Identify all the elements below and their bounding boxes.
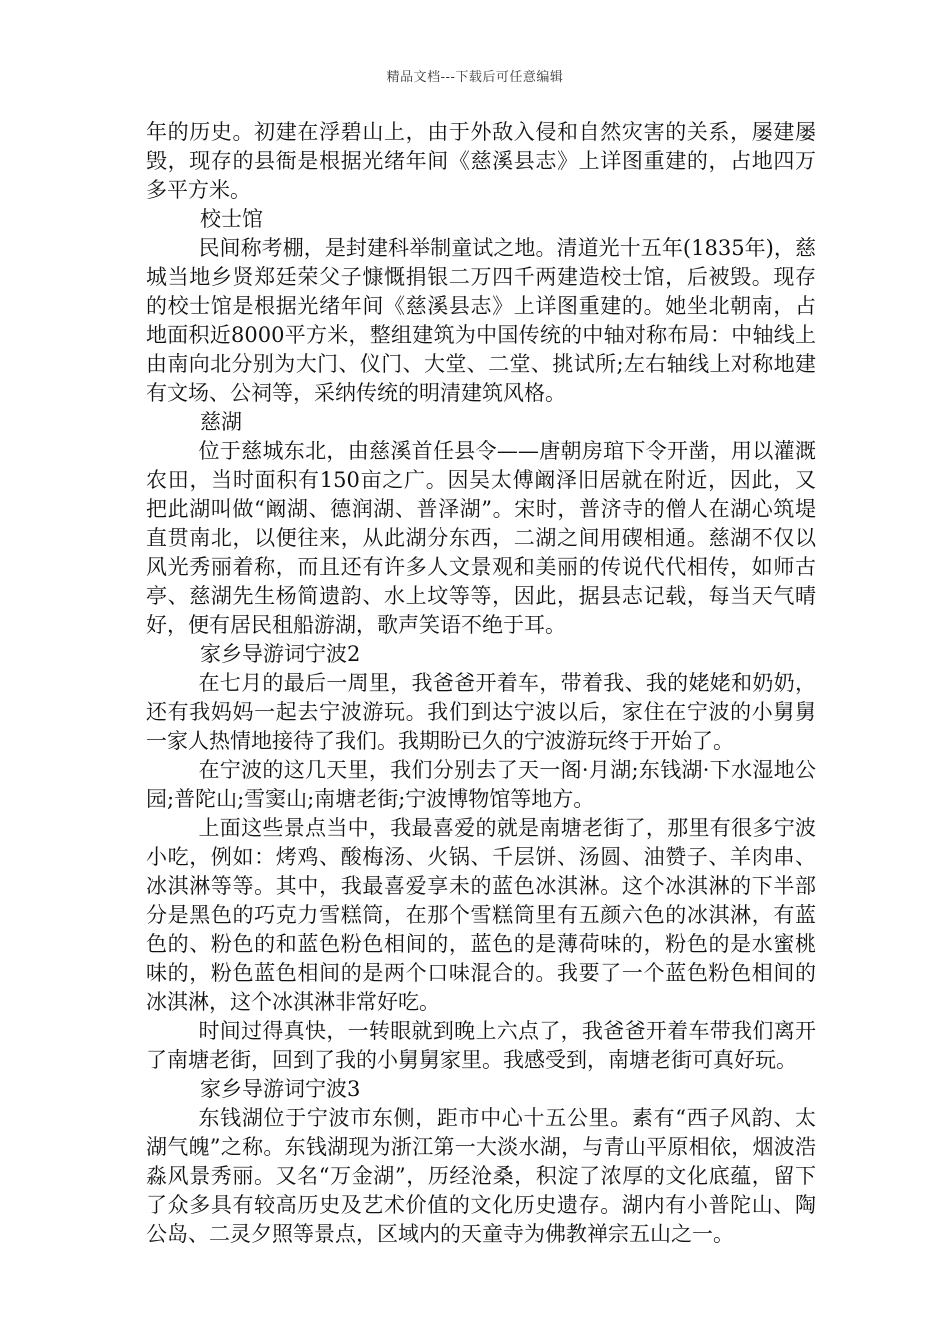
paragraph-nantang-street: 上面这些景点当中，我最喜爱的就是南塘老街了，那里有很多宁波小吃，例如：烤鸡、酸梅汤、火锅、千层饼、汤圆、油赞子、羊肉串、冰淇淋等等。其中，我最喜爱享未的蓝色冰淇淋。这个冰淇淋的下半部分是黑色的巧克力雪糕筒，在那个雪糕筒里有五颜六色的冰淇淋，有蓝色的、粉色的和蓝色粉色相间的，蓝色的是薄荷味的，粉色的是水蜜桃味的，粉色蓝色相间的是两个口味混合的。我要了一个蓝色粉色相间的冰淇淋，这个冰淇淋非常好吃。 xyxy=(146,816,816,1014)
section-heading-xiaoshiguan: 校士馆 xyxy=(200,207,263,231)
paragraph-dongqian-lake: 东钱湖位于宁波市东侧，距市中心十五公里。素有“西子风韵、太湖气魄”之称。东钱湖现为浙江第一大淡水湖，与青山平原相依，烟波浩淼风景秀丽。又名“万金湖”，历经沧桑，积淀了浓厚的文化底蕴，留下了众多具有较高历史及艺术价值的文化历史遗存。湖内有小普陀山、陶公岛、二灵夕照等景点，区域内的天童寺为佛教禅宗五山之一。 xyxy=(146,1106,816,1246)
paragraph-trip-end: 时间过得真快，一转眼就到晚上六点了，我爸爸开着车带我们离开了南塘老街，回到了我的小舅舅家里。我感受到，南塘老街可真好玩。 xyxy=(146,1019,816,1072)
paragraph-county-office: 年的历史。初建在浮碧山上，由于外敌入侵和自然灾害的关系，屡建屡毁，现存的县衙是根据光绪年间《慈溪县志》上详图重建的，占地四万多平方米。 xyxy=(146,120,816,202)
document-body xyxy=(146,118,816,1249)
page-header: 精品文档---下载后可任意编辑 xyxy=(386,70,564,85)
paragraph-cihu: 位于慈城东北，由慈溪首任县令——唐朝房琯下令开凿，用以灌溉农田，当时面积有150亩之广。因吴太傅阚泽旧居就在附近，因此，又把此湖叫做“阚湖、德润湖、普泽湖”。宋时，普济寺的僧人在湖心筑堤直贯南北，以便往来，从此湖分东西，二湖之间用碶相通。慈湖不仅以风光秀丽着称，而且还有许多人文景观和美丽的传说代代相传，如师古亭、慈湖先生杨简遗韵、水上坟等等，因此，据县志记载，每当天气晴好，便有居民租船游湖，歌声笑语不绝于耳。 xyxy=(146,439,816,637)
section-heading-ningbo-3: 家乡导游词宁波3 xyxy=(200,1077,361,1101)
section-heading-ningbo-2: 家乡导游词宁波2 xyxy=(200,642,361,666)
section-heading-cihu: 慈湖 xyxy=(200,410,242,434)
paragraph-xiaoshiguan: 民间称考棚，是封建科举制童试之地。清道光十五年(1835年)，慈城当地乡贤郑廷荣父子慷慨捐银二万四千两建造校士馆，后被毁。现存的校士馆是根据光绪年间《慈溪县志》上详图重建的。她坐北朝南，占地面积近8000平方米，整组建筑为中国传统的中轴对称布局：中轴线上由南向北分别为大门、仪门、大堂、二堂、挑试所;左右轴线上对称地建有文场、公祠等，采纳传统的明清建筑风格。 xyxy=(146,236,816,405)
paragraph-trip-intro: 在七月的最后一周里，我爸爸开着车，带着我、我的姥姥和奶奶，还有我妈妈一起去宁波游玩。我们到达宁波以后，家住在宁波的小舅舅一家人热情地接待了我们。我期盼已久的宁波游玩终于开始了。 xyxy=(146,671,816,753)
paragraph-trip-places: 在宁波的这几天里，我们分别去了天一阁·月湖;东钱湖·下水湿地公园;普陀山;雪窦山;南塘老街;宁波博物馆等地方。 xyxy=(146,758,816,811)
